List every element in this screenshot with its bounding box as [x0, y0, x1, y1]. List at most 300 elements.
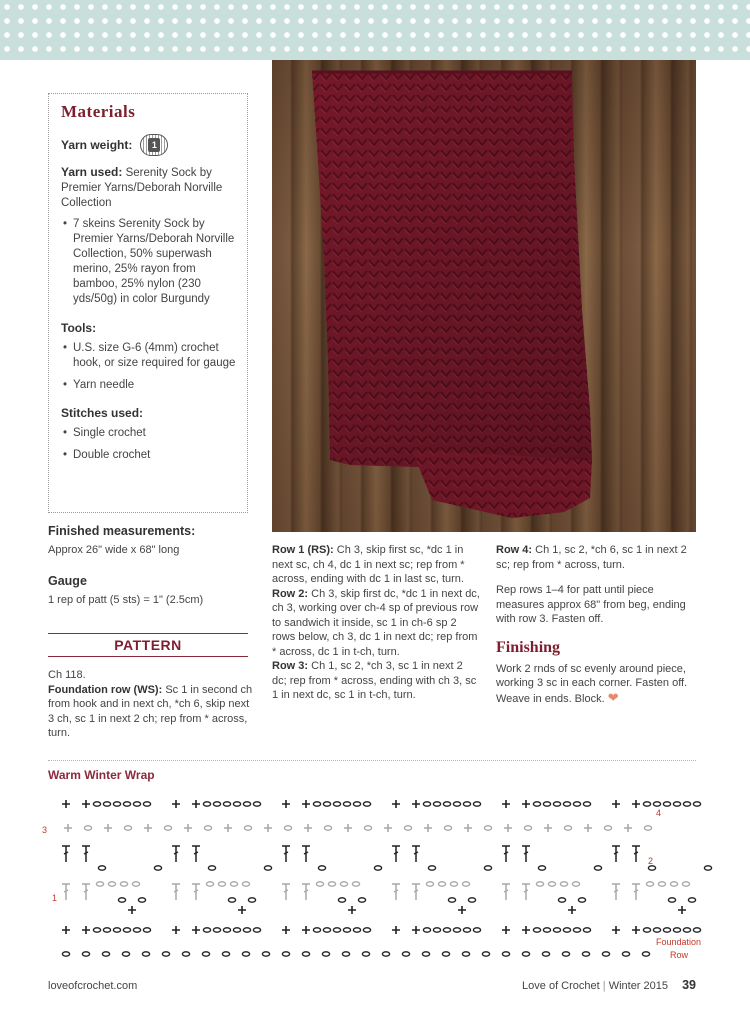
chart-chain-symbol: [264, 866, 271, 870]
gauge-title: Gauge: [48, 573, 87, 588]
chart-dc-symbol: [632, 846, 640, 862]
middle-column: [272, 543, 480, 703]
chart-dc-symbol: [612, 846, 620, 862]
chart-chain-symbol: [340, 882, 347, 886]
chart-chain-symbol: [213, 928, 220, 932]
chart-chain-symbol: [563, 802, 570, 806]
chart-chain-symbol: [648, 866, 655, 870]
row-label-4: 4: [656, 808, 662, 818]
chart-chain-symbol: [646, 882, 653, 886]
chart-chain-symbol: [663, 802, 670, 806]
chart-chain-symbol: [206, 882, 213, 886]
chart-chain-symbol: [558, 898, 565, 902]
chart-chain-symbol: [402, 952, 409, 956]
chart-chain-symbol: [542, 952, 549, 956]
chart-chain-symbol: [133, 802, 140, 806]
chart-chain-symbol: [143, 802, 150, 806]
foundation-row: [48, 683, 253, 741]
chart-chain-symbol: [688, 898, 695, 902]
chart-chain-symbol: [103, 928, 110, 932]
chart-chain-symbol: [242, 882, 249, 886]
chart-chain-symbol: [363, 802, 370, 806]
chart-sc-symbol: [392, 800, 400, 808]
chart-chain-symbol: [543, 928, 550, 932]
foundation-row-text: Sc 1 in second ch from hook and in next ch, *ch 6, skip next 3 ch, sc 1 in next 2 ch; rep from * across, turn.: [48, 683, 253, 739]
pattern-heading: PATTERN: [48, 633, 248, 657]
chart-chain-symbol: [582, 952, 589, 956]
chart-chain-symbol: [462, 882, 469, 886]
chart-dc-symbol: [522, 846, 530, 862]
chart-dc-symbol: [502, 846, 510, 862]
chart-chain-symbol: [502, 952, 509, 956]
chart-chain-symbol: [120, 882, 127, 886]
chart-dc-symbol: [502, 884, 510, 900]
list-item: • Yarn needle: [61, 378, 237, 393]
chart-chain-symbol: [428, 866, 435, 870]
chart-chain-symbol: [604, 826, 611, 830]
chart-chain-symbol: [473, 928, 480, 932]
row-3: [272, 659, 480, 703]
chart-chain-symbol: [404, 826, 411, 830]
chart-chain-symbol: [96, 882, 103, 886]
row-1-text: Ch 3, skip first sc, *dc 1 in next sc, ch 4, dc 1 in next sc; rep from * across, ending with dc 1 in last sc, turn.: [272, 544, 465, 585]
chart-chain-symbol: [253, 928, 260, 932]
chart-chain-symbol: [143, 928, 150, 932]
repeat-rows-text: Rep rows 1–4 for patt until piece measures approx 68" from beg, ending with row 3. Fasten off.: [496, 584, 686, 625]
chart-dc-symbol: [82, 846, 90, 862]
chart-chain-symbol: [82, 952, 89, 956]
chart-sc-symbol: [282, 800, 290, 808]
page-number: 39: [682, 978, 696, 992]
row-4-label: Row 4:: [496, 544, 533, 556]
chart-sc-symbol: [224, 824, 232, 832]
chart-chain-symbol: [683, 928, 690, 932]
chart-chain-symbol: [352, 882, 359, 886]
chart-chain-symbol: [543, 802, 550, 806]
chart-sc-symbol: [392, 926, 400, 934]
chart-chain-symbol: [693, 928, 700, 932]
chart-chain-symbol: [223, 802, 230, 806]
chart-chain-symbol: [338, 898, 345, 902]
chart-chain-symbol: [302, 952, 309, 956]
chart-chain-symbol: [103, 802, 110, 806]
finishing-text: Work 2 rnds of sc evenly around piece, working 3 sc in each corner. Fasten off. Weave in ends. Block.: [496, 662, 688, 705]
right-column: [496, 543, 696, 706]
chart-sc-symbol: [584, 824, 592, 832]
chart-chain-symbol: [583, 928, 590, 932]
stitches-label: Stitches used:: [61, 406, 144, 420]
chart-sc-symbol: [412, 926, 420, 934]
chart-chain-symbol: [182, 952, 189, 956]
yarn-used-label: Yarn used:: [61, 165, 123, 179]
chart-chain-symbol: [463, 802, 470, 806]
chart-divider: [48, 760, 696, 761]
chart-chain-symbol: [133, 928, 140, 932]
chart-sc-symbol: [348, 906, 356, 914]
chart-dc-symbol: [632, 884, 640, 900]
row-label-2: 2: [648, 856, 654, 866]
chart-chain-symbol: [573, 802, 580, 806]
yarn-used: [61, 165, 237, 211]
chart-chain-symbol: [538, 866, 545, 870]
chart-sc-symbol: [172, 800, 180, 808]
chart-chain-symbol: [673, 928, 680, 932]
row-1: [272, 543, 480, 587]
chart-chain-symbol: [673, 802, 680, 806]
chart-sc-symbol: [64, 824, 72, 832]
chart-chain-symbol: [382, 952, 389, 956]
chart-chain-symbol: [218, 882, 225, 886]
heart-icon: ❤: [607, 689, 619, 705]
chart-sc-symbol: [384, 824, 392, 832]
chart-chain-symbol: [102, 952, 109, 956]
chart-chain-symbol: [328, 882, 335, 886]
chart-sc-symbol: [502, 800, 510, 808]
chart-dc-symbol: [412, 884, 420, 900]
chart-sc-symbol: [62, 800, 70, 808]
chart-chain-symbol: [342, 952, 349, 956]
chart-chain-symbol: [164, 826, 171, 830]
chart-chain-symbol: [248, 898, 255, 902]
list-item: • U.S. size G-6 (4mm) crochet hook, or size required for gauge: [61, 341, 237, 371]
chart-chain-symbol: [433, 928, 440, 932]
chart-chain-symbol: [203, 802, 210, 806]
chart-chain-symbol: [243, 928, 250, 932]
chart-sc-symbol: [172, 926, 180, 934]
footer-site: loveofcrochet.com: [48, 980, 138, 992]
row-4: [496, 543, 696, 572]
chart-chain-symbol: [358, 898, 365, 902]
chart-chain-symbol: [653, 802, 660, 806]
chart-chain-symbol: [484, 866, 491, 870]
chart-sc-symbol: [302, 800, 310, 808]
chart-sc-symbol: [282, 926, 290, 934]
chart-chain-symbol: [560, 882, 567, 886]
chart-chain-symbol: [484, 826, 491, 830]
chart-chain-symbol: [202, 952, 209, 956]
chart-sc-symbol: [192, 926, 200, 934]
chart-chain-symbol: [453, 928, 460, 932]
chart-chain-symbol: [572, 882, 579, 886]
chart-sc-symbol: [184, 824, 192, 832]
chart-dc-symbol: [392, 846, 400, 862]
chart-chain-symbol: [642, 952, 649, 956]
materials-box: [48, 93, 248, 513]
chart-sc-symbol: [502, 926, 510, 934]
chart-chain-symbol: [443, 802, 450, 806]
chart-dc-symbol: [192, 846, 200, 862]
chart-chain-symbol: [113, 802, 120, 806]
chart-chain-symbol: [98, 866, 105, 870]
chart-sc-symbol: [192, 800, 200, 808]
chart-chain-symbol: [644, 826, 651, 830]
chart-chain-symbol: [228, 898, 235, 902]
chart-chain-symbol: [113, 928, 120, 932]
list-item: • 7 skeins Serenity Sock by Premier Yarns/Deborah Norville Collection, 50% superwash merino, 25% rayon from bamboo, 25% nylon (230 yds/50g) in color Burgundy: [61, 217, 237, 307]
chart-chain-symbol: [524, 826, 531, 830]
chart-sc-symbol: [424, 824, 432, 832]
chart-chain-symbol: [668, 898, 675, 902]
chart-sc-symbol: [504, 824, 512, 832]
chart-chain-symbol: [323, 802, 330, 806]
chart-chain-symbol: [663, 928, 670, 932]
chart-chain-symbol: [364, 826, 371, 830]
chart-sc-symbol: [632, 800, 640, 808]
chart-sc-symbol: [128, 906, 136, 914]
chart-sc-symbol: [522, 926, 530, 934]
chart-dc-symbol: [172, 884, 180, 900]
footer-magazine: Love of Crochet | Winter 2015: [522, 980, 668, 992]
chart-sc-symbol: [544, 824, 552, 832]
yarn-used-text: Serenity Sock by Premier Yarns/Deborah Norville Collection: [61, 167, 223, 209]
chart-dc-symbol: [282, 884, 290, 900]
chart-chain-symbol: [594, 866, 601, 870]
row-label-1: 1: [52, 893, 58, 903]
chart-sc-symbol: [238, 906, 246, 914]
chart-chain-symbol: [578, 898, 585, 902]
chart-chain-symbol: [108, 882, 115, 886]
yarn-weight-value: 1: [148, 138, 160, 152]
chart-dc-symbol: [282, 846, 290, 862]
chart-sc-symbol: [144, 824, 152, 832]
chart-chain-symbol: [118, 898, 125, 902]
chart-chain-symbol: [522, 952, 529, 956]
chart-sc-symbol: [612, 926, 620, 934]
chart-chain-symbol: [223, 928, 230, 932]
chart-chain-symbol: [553, 928, 560, 932]
chart-dc-symbol: [612, 884, 620, 900]
chart-sc-symbol: [304, 824, 312, 832]
chart-sc-symbol: [412, 800, 420, 808]
chart-chain-symbol: [422, 952, 429, 956]
chart-chain-symbol: [704, 866, 711, 870]
chart-chain-symbol: [533, 928, 540, 932]
gauge-text: 1 rep of patt (5 sts) = 1" (2.5cm): [48, 593, 204, 606]
chart-chain-symbol: [323, 928, 330, 932]
chart-chain-symbol: [450, 882, 457, 886]
chart-chain-symbol: [563, 928, 570, 932]
chart-chain-symbol: [313, 802, 320, 806]
row-4-text: Ch 1, sc 2, *ch 6, sc 1 in next 2 sc; rep from * across, turn.: [496, 544, 687, 571]
polka-dot-header-band: [0, 0, 750, 60]
chart-chain-symbol: [203, 928, 210, 932]
chart-chain-symbol: [333, 802, 340, 806]
finished-measurements-text: Approx 26" wide x 68" long: [48, 544, 180, 556]
chart-chain-symbol: [243, 802, 250, 806]
chart-chain-symbol: [462, 952, 469, 956]
chart-chain-symbol: [333, 928, 340, 932]
chart-chain-symbol: [132, 882, 139, 886]
chart-chain-symbol: [122, 952, 129, 956]
chart-chain-symbol: [138, 898, 145, 902]
chart-chain-symbol: [93, 928, 100, 932]
chart-chain-symbol: [84, 826, 91, 830]
chart-chain-symbol: [602, 952, 609, 956]
chart-chain-symbol: [670, 882, 677, 886]
chart-dc-symbol: [62, 884, 70, 900]
chart-sc-symbol: [678, 906, 686, 914]
chart-chain-symbol: [533, 802, 540, 806]
list-item: • Single crochet: [61, 426, 237, 441]
chart-chain-symbol: [482, 952, 489, 956]
chart-chain-symbol: [222, 952, 229, 956]
chart-chain-symbol: [62, 952, 69, 956]
chart-chain-symbol: [204, 826, 211, 830]
chart-chain-symbol: [683, 802, 690, 806]
chart-chain-symbol: [142, 952, 149, 956]
chart-chain-symbol: [423, 802, 430, 806]
chart-chain-symbol: [208, 866, 215, 870]
chart-dc-symbol: [302, 846, 310, 862]
row-label-foundation: Foundation: [656, 937, 702, 947]
chart-sc-symbol: [458, 906, 466, 914]
chart-sc-symbol: [62, 926, 70, 934]
chart-chain-symbol: [643, 802, 650, 806]
chart-chain-symbol: [242, 952, 249, 956]
pattern-foundation: [48, 668, 253, 741]
tools-list: [61, 341, 237, 393]
chart-chain-symbol: [353, 928, 360, 932]
chart-chain-symbol: [233, 928, 240, 932]
chart-chain-symbol: [463, 928, 470, 932]
yarn-list: [61, 217, 237, 307]
left-column: [48, 524, 248, 607]
chart-chain-symbol: [438, 882, 445, 886]
chart-chain-symbol: [423, 928, 430, 932]
row-3-label: Row 3:: [272, 660, 309, 672]
chart-chain-symbol: [562, 952, 569, 956]
row-label-3: 3: [42, 825, 48, 835]
chart-chain-symbol: [553, 802, 560, 806]
finishing-title: Finishing: [496, 638, 561, 656]
chart-title: Warm Winter Wrap: [48, 768, 155, 782]
stitches-list: [61, 426, 237, 463]
chart-chain-symbol: [244, 826, 251, 830]
chart-chain-symbol: [453, 802, 460, 806]
chart-chain-symbol: [313, 928, 320, 932]
chart-chain-symbol: [362, 952, 369, 956]
chart-chain-symbol: [343, 928, 350, 932]
chart-sc-symbol: [104, 824, 112, 832]
chart-chain-symbol: [316, 882, 323, 886]
chart-chain-symbol: [448, 898, 455, 902]
chart-chain-symbol: [442, 952, 449, 956]
chart-chain-symbol: [443, 928, 450, 932]
row-3-text: Ch 1, sc 2, *ch 3, sc 1 in next 2 dc; rep from * across, ending with ch 3, sc 1 in next dc, sc 1 in t-ch, turn.: [272, 660, 477, 701]
chart-chain-symbol: [573, 928, 580, 932]
chart-sc-symbol: [264, 824, 272, 832]
chart-sc-symbol: [344, 824, 352, 832]
footer-magazine-name: Love of Crochet: [522, 980, 600, 992]
chart-dc-symbol: [172, 846, 180, 862]
chart-chain-symbol: [343, 802, 350, 806]
footer-issue: Winter 2015: [608, 980, 668, 992]
chart-chain-symbol: [253, 802, 260, 806]
chart-chain-symbol: [318, 866, 325, 870]
chart-dc-symbol: [62, 846, 70, 862]
chart-dc-symbol: [392, 884, 400, 900]
chart-sc-symbol: [632, 926, 640, 934]
yarn-weight-icon: [140, 134, 168, 156]
chart-dc-symbol: [412, 846, 420, 862]
chart-chain-symbol: [93, 802, 100, 806]
chart-chain-symbol: [124, 826, 131, 830]
chart-chain-symbol: [682, 882, 689, 886]
chart-chain-symbol: [322, 952, 329, 956]
chart-chain-symbol: [363, 928, 370, 932]
chart-chain-symbol: [230, 882, 237, 886]
foundation-row-label: Foundation row (WS):: [48, 683, 163, 696]
chart-chain-symbol: [353, 802, 360, 806]
wrap-photo: [272, 60, 696, 532]
chart-chain-symbol: [653, 928, 660, 932]
chart-sc-symbol: [82, 926, 90, 934]
chart-dc-symbol: [192, 884, 200, 900]
list-item: • Double crochet: [61, 448, 237, 463]
chart-chain-symbol: [123, 928, 130, 932]
yarn-weight-label: Yarn weight:: [61, 138, 133, 152]
chart-chain-symbol: [536, 882, 543, 886]
chart-chain-symbol: [433, 802, 440, 806]
chart-chain-symbol: [282, 952, 289, 956]
row-2-text: Ch 3, skip first dc, *dc 1 in next dc, ch 3, working over ch-4 sp of previous row to sandwich it inside, sc 1 in ch-6 sp 2 rows below, ch 3, dc 1 in next dc; rep from * across, dc 1 in t-ch, turn.: [272, 587, 480, 658]
chart-dc-symbol: [302, 884, 310, 900]
chart-chain-symbol: [622, 952, 629, 956]
chart-chain-symbol: [468, 898, 475, 902]
row-2: [272, 587, 480, 660]
chart-chain-symbol: [658, 882, 665, 886]
chart-sc-symbol: [568, 906, 576, 914]
chart-dc-symbol: [522, 884, 530, 900]
chart-chain-symbol: [284, 826, 291, 830]
page-footer: [48, 978, 696, 998]
chart-chain-symbol: [374, 866, 381, 870]
chart-sc-symbol: [624, 824, 632, 832]
chart-chain-symbol: [473, 802, 480, 806]
chart-chain-symbol: [693, 802, 700, 806]
chart-chain-symbol: [213, 802, 220, 806]
chart-sc-symbol: [464, 824, 472, 832]
chart-sc-symbol: [522, 800, 530, 808]
chart-sc-symbol: [302, 926, 310, 934]
chart-chain-symbol: [324, 826, 331, 830]
chart-chain-symbol: [643, 928, 650, 932]
finishing-body: [496, 662, 696, 707]
chart-chain-symbol: [162, 952, 169, 956]
burgundy-wrap-illustration: [272, 60, 696, 532]
pattern-ch: Ch 118.: [48, 669, 86, 681]
row-label-row: Row: [670, 950, 689, 960]
chart-dc-symbol: [82, 884, 90, 900]
row-1-label: Row 1 (RS):: [272, 544, 334, 556]
chart-chain-symbol: [583, 802, 590, 806]
chart-chain-symbol: [233, 802, 240, 806]
chart-chain-symbol: [123, 802, 130, 806]
chart-chain-symbol: [426, 882, 433, 886]
chart-chain-symbol: [444, 826, 451, 830]
finished-measurements-title: Finished measurements:: [48, 524, 196, 538]
chart-chain-symbol: [262, 952, 269, 956]
materials-title: Materials: [61, 102, 136, 121]
chart-chain-symbol: [154, 866, 161, 870]
yarn-weight-row: [61, 134, 237, 156]
chart-chain-symbol: [548, 882, 555, 886]
row-2-label: Row 2:: [272, 587, 309, 600]
chart-sc-symbol: [82, 800, 90, 808]
chart-chain-symbol: [564, 826, 571, 830]
chart-sc-symbol: [612, 800, 620, 808]
stitch-chart: [40, 788, 720, 964]
